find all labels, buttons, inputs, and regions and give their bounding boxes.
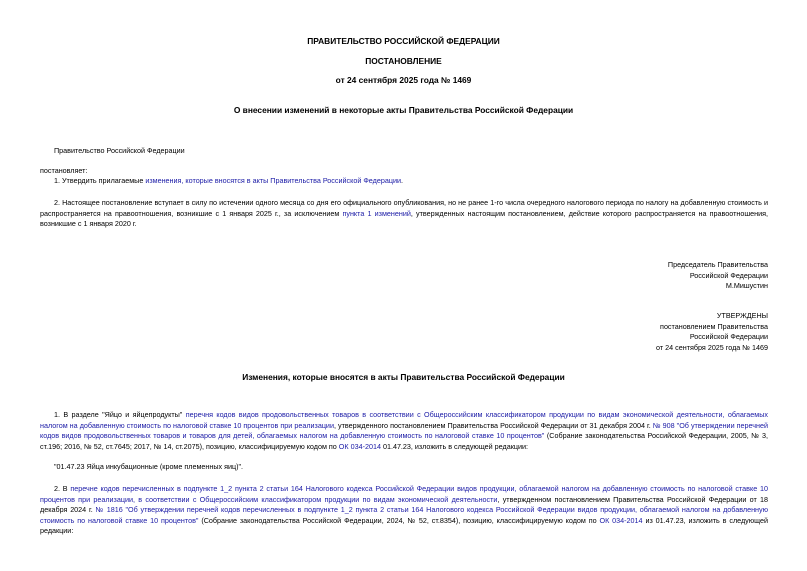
p2-text-pre: 2. Настоящее постановление вступает в силу по истечении одного месяца со дня его официального опубликования, но не ранее 1-го числа очередного налогового периода по налогу на добавленную стоимость и распространяется на правоотношения, возникшие с 1 января 2025 г., за исключением [40, 198, 768, 218]
approved-date: от 24 сентября 2025 года № 1469 [656, 342, 768, 352]
p1-text-pre: 1. Утвердить прилагаемые [54, 176, 146, 185]
change-item-1-quote: "01.47.23 Яйца инкубационные (кроме племенных яиц)". [54, 462, 244, 471]
paragraph-2 [40, 198, 768, 230]
paragraph-1 [54, 176, 768, 187]
signature-position: Председатель Правительства [667, 260, 768, 269]
change-item-1 [40, 410, 768, 452]
c1-text-a: 1. В разделе "Яйцо и яйцепродукты" [54, 410, 186, 419]
c1-link-list[interactable]: перечня кодов видов продовольственных товаров в соответствии с Общероссийским классификатором продукции по видам экономической деятельности, облагаемых налогом на добавленную стоимость по налоговой ставке 10 процентов при реализации [40, 410, 768, 430]
header-doc-type: ПОСТАНОВЛЕНИЕ [365, 56, 442, 66]
c1-text-c: (Собрание законодательства Российской Федерации, 2005, № 3, ст.196; 2016, № 52, ст.7645; 2017, № 14, ст.2075), позицию, классифицируемую кодом по [40, 431, 768, 451]
c2-link-resolution-1816[interactable]: № 1816 "Об утверждении перечней кодов перечисленных в подпункте 1_2 пункта 2 статьи 164 Налогового кодекса Российской Федерации видов продукции, облагаемой налогом на добавленную стоимость по налоговой ставке 10 процентов" [40, 505, 768, 525]
approved-by: постановлением Правительства [660, 321, 768, 331]
signature-block [468, 260, 768, 292]
approved-label: УТВЕРЖДЕНЫ [716, 311, 768, 320]
signature-country: Российской Федерации [689, 270, 768, 280]
c2-text-c: (Собрание законодательства Российской Федерации, 2024, № 52, ст.8354), позицию, классифицируемую кодом по [198, 515, 600, 525]
issuer: Правительство Российской Федерации [54, 146, 185, 155]
p1-text-post: . [400, 176, 403, 185]
c2-text-a: 2. В [54, 484, 71, 493]
p2-text-post: , утвержденных настоящим постановлением, действие которого распространяется на правоотношения, возникшие с 1 января 2020 г. [40, 208, 768, 229]
approved-block [468, 311, 768, 353]
c2-link-list[interactable]: перечне кодов перечисленных в подпункте 1_2 пункта 2 статьи 164 Налогового кодекса Российской Федерации видов продукции, облагаемой налогом на добавленную стоимость по налоговой ставке 10 процентов при реализации, в соответствии с Общероссийским классификатором продукции по видам экономической деятельности [40, 484, 768, 504]
c1-text-b: , утвержденного постановлением Правительства Российской Федерации от 31 декабря 2004 г. [333, 420, 653, 430]
c1-text-d: 01.47.23, изложить в следующей редакции: [380, 441, 528, 451]
c1-link-ok034[interactable]: ОК 034-2014 [338, 441, 381, 451]
header-date-number: от 24 сентября 2025 года № 1469 [335, 75, 472, 85]
p1-link-changes[interactable]: изменения, которые вносятся в акты Правительства Российской Федерации [145, 176, 401, 185]
header-title: О внесении изменений в некоторые акты Правительства Российской Федерации [233, 105, 574, 115]
change-item-2 [40, 484, 768, 537]
p2-link-item1[interactable]: пункта 1 изменений [342, 208, 411, 218]
c2-link-ok034[interactable]: ОК 034-2014 [599, 515, 643, 525]
signature-name: М.Мишустин [725, 281, 768, 291]
c2-text-b: , утвержденном постановлением Правительства Российской Федерации от 18 декабря 2024 г. [40, 494, 769, 515]
approved-country: Российской Федерации [689, 332, 768, 342]
c1-link-resolution-908[interactable]: № 908 "Об утверждении перечней кодов видов продовольственных товаров и товаров для детей, облагаемых налогом на добавленную стоимость по налоговой ставке 10 процентов" [40, 420, 768, 441]
header-org: ПРАВИТЕЛЬСТВО РОССИЙСКОЙ ФЕДЕРАЦИИ [307, 36, 500, 46]
decides: постановляет: [40, 166, 88, 175]
c2-text-d: из 01.47.23, изложить в следующей редакции: [40, 515, 769, 536]
changes-title: Изменения, которые вносятся в акты Правительства Российской Федерации [242, 372, 565, 382]
